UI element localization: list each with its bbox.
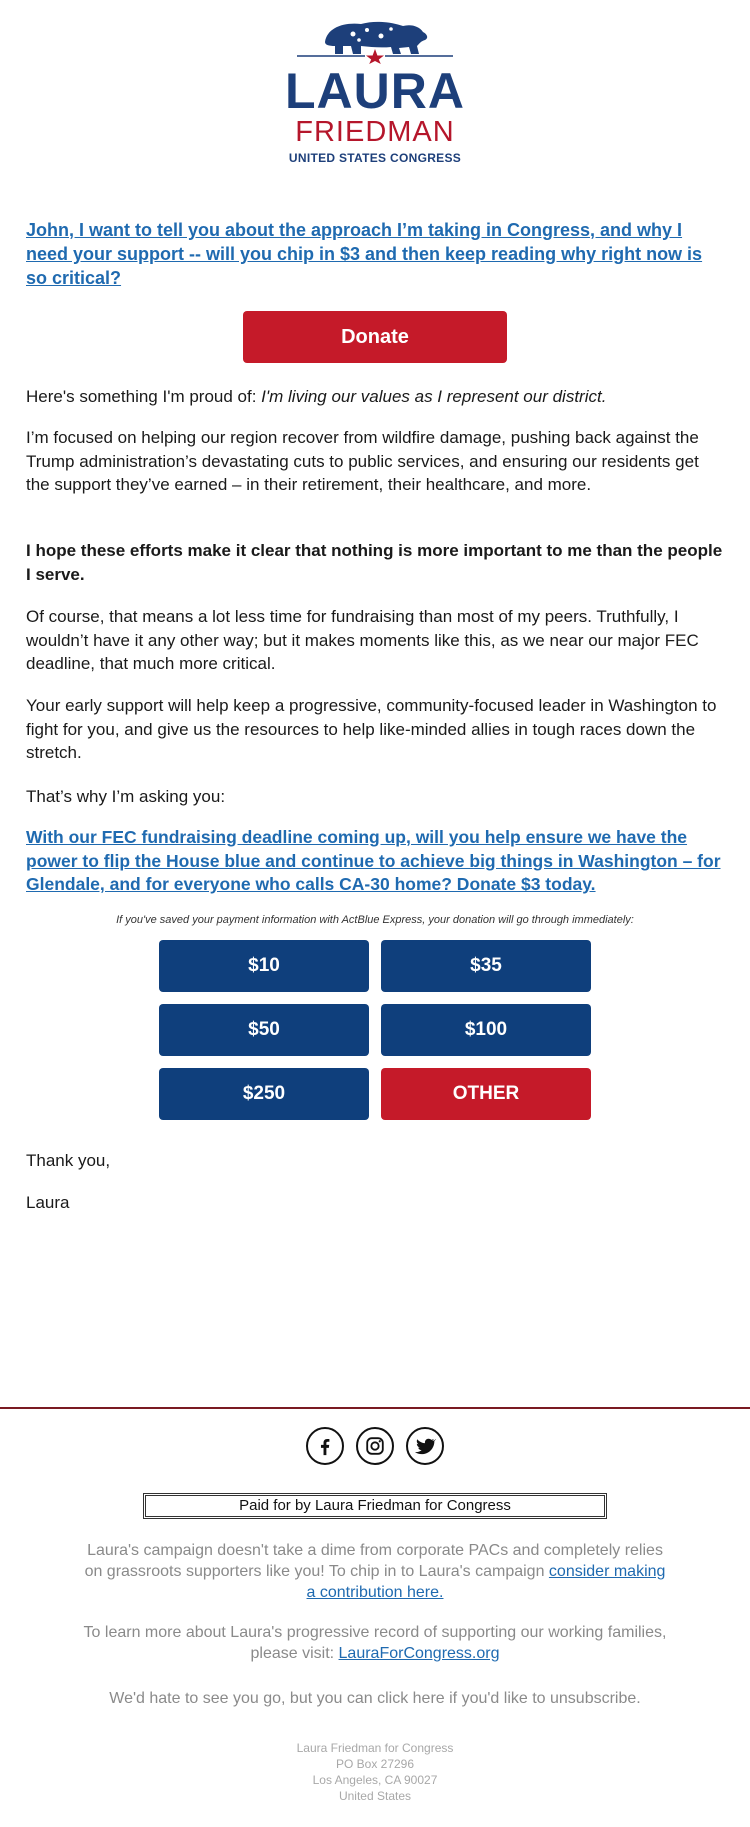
signoff-thanks: Thank you, [26, 1151, 111, 1170]
website-link[interactable]: LauraForCongress.org [338, 1645, 500, 1662]
footer-divider [0, 1407, 750, 1409]
address-line-2: PO Box 27296 [335, 1757, 415, 1771]
donate-10-button[interactable]: $10 [159, 940, 369, 992]
logo-first-name: LAURA [285, 63, 465, 119]
twitter-icon[interactable] [406, 1427, 444, 1465]
logo-subtitle: UNITED STATES CONGRESS [288, 151, 462, 165]
paragraph-proud [26, 385, 726, 409]
paragraph-commitment-bold: I hope these efforts make it clear that nothing is more important to me than the people I serve. [26, 541, 723, 584]
paragraph-fundraising: Of course, that means a lot less time for fundraising than most of my peers. Truthfully, I wouldn’t have it any other way; but it makes moments like this, as we near our major FEC deadline, that much more critical. [26, 607, 699, 673]
unsubscribe-text[interactable]: We'd hate to see you go, but you can click here if you'd like to unsubscribe. [109, 1690, 641, 1707]
donate-250-button[interactable]: $250 [159, 1068, 369, 1120]
footer-learn-text: To learn more about Laura's progressive record of supporting our working families, please visit: [83, 1624, 667, 1662]
cta-donate-link[interactable]: With our FEC fundraising deadline coming up, will you help ensure we have the power to flip the House blue and continue to achieve big things in Washington – for Glendale, and for everyone who calls CA-30 home? Donate $3 today. [26, 827, 721, 894]
logo-last-name: FRIEDMAN [295, 116, 455, 148]
address-line-4: United States [338, 1789, 412, 1803]
facebook-icon[interactable] [306, 1427, 344, 1465]
address-line-3: Los Angeles, CA 90027 [312, 1773, 438, 1787]
paragraph-commitment [26, 539, 726, 586]
paid-for-disclaimer: Paid for by Laura Friedman for Congress [143, 1493, 607, 1519]
address-line-1: Laura Friedman for Congress [296, 1741, 454, 1755]
mailing-address [0, 1740, 750, 1804]
paragraph-support: Your early support will help keep a progressive, community-focused leader in Washington to fight for you, and give us the resources to help like-minded allies in tough races down the stretch. [26, 696, 717, 762]
instagram-icon[interactable] [356, 1427, 394, 1465]
footer-pac-text: Laura's campaign doesn't take a dime from corporate PACs and completely relies on grassroots supporters like you! To chip in to Laura's campaign [84, 1542, 663, 1580]
footer-pac-paragraph [80, 1540, 670, 1603]
donate-100-button[interactable]: $100 [381, 1004, 591, 1056]
paragraph-asking: That’s why I’m asking you: [26, 787, 226, 806]
donate-35-button[interactable]: $35 [381, 940, 591, 992]
footer-learn-paragraph [80, 1622, 670, 1664]
signoff-name: Laura [26, 1193, 70, 1212]
paragraph-focus: I’m focused on helping our region recover from wildfire damage, pushing back against the Trump administration’s devastating cuts to public services, and ensuring our residents get the support they’ve earned – in their retirement, their healthcare, and more. [26, 428, 699, 494]
campaign-logo [0, 14, 750, 165]
paragraph-proud-plain: Here's something I'm proud of: [26, 387, 262, 406]
donate-other-button[interactable]: OTHER [381, 1068, 591, 1120]
lead-donate-link[interactable]: John, I want to tell you about the approach I’m taking in Congress, and why I need your support -- will you chip in $3 and then keep reading why right now is so critical? [26, 220, 703, 288]
donate-button[interactable]: Donate [243, 311, 507, 363]
bear-star-icon [295, 14, 455, 64]
actblue-express-note: If you've saved your payment information with ActBlue Express, your donation will go through immediately: [116, 914, 634, 926]
contribution-link[interactable]: consider making a contribution here. [306, 1563, 666, 1601]
paragraph-proud-italic: I'm living our values as I represent our district. [261, 387, 607, 406]
donate-50-button[interactable]: $50 [159, 1004, 369, 1056]
